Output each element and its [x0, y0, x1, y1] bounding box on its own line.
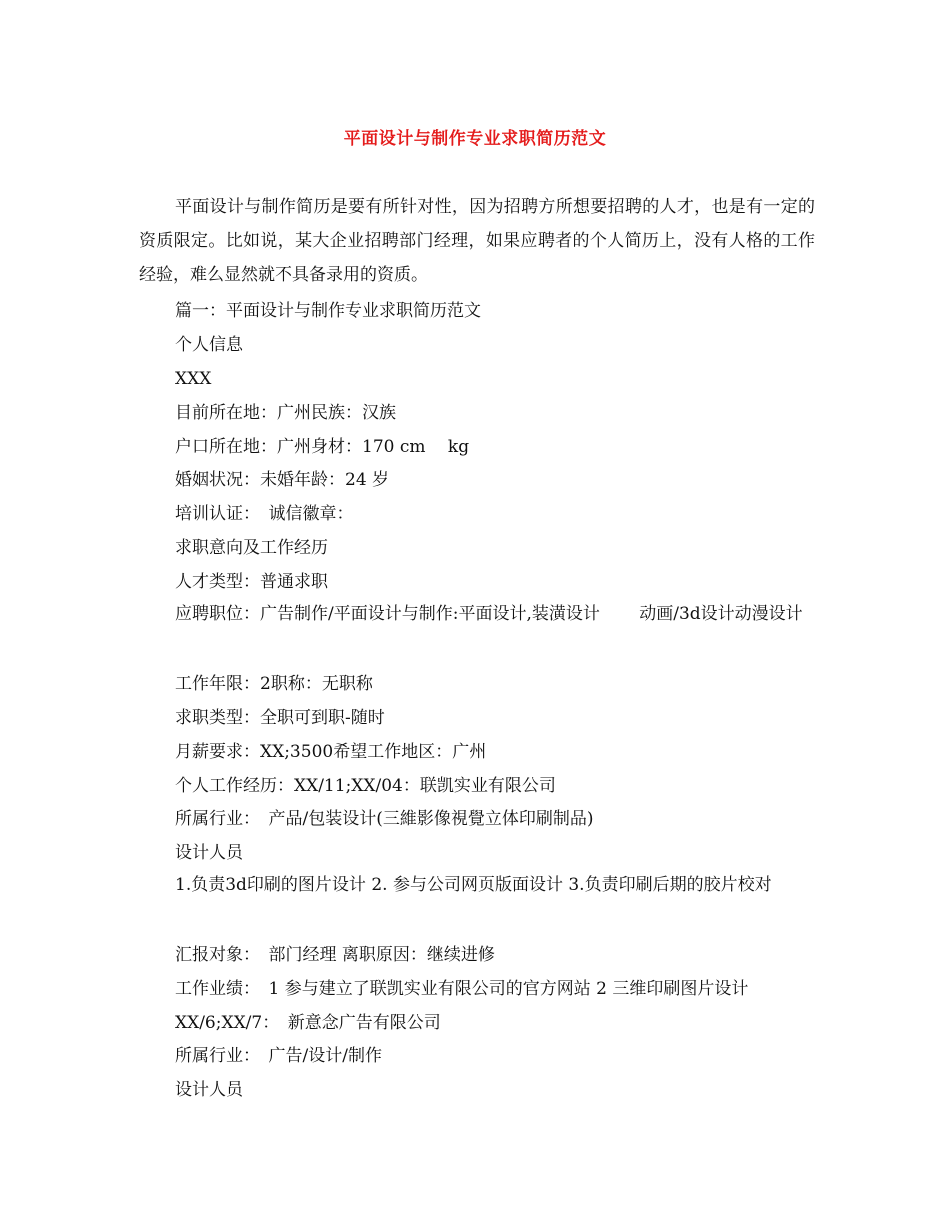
years-line: 工作年限：2职称：无职称 [175, 674, 373, 694]
intro-paragraph: 平面设计与制作简历是要有所针对性，因为招聘方所想要招聘的人才，也是有一定的资质限定。比如说，某大企业招聘部门经理，如果应聘者的个人简历上，没有人格的工作经验，难么显然就不具备录用的资质。 [139, 197, 815, 285]
industry-line-1: 所属行业： 产品/包装设计(三維影像視覺立体印刷制品) [175, 809, 594, 829]
designer-line-2: 设计人员 [175, 1080, 243, 1100]
achievements-line: 工作业绩： 1 参与建立了联凯实业有限公司的官方网站 2 三维印刷图片设计 [175, 979, 749, 999]
period-line-2: XX/6;XX/7： 新意念广告有限公司 [175, 1013, 441, 1033]
designer-line-1: 设计人员 [175, 843, 243, 863]
job-type-line: 求职类型：全职可到职-随时 [175, 708, 385, 728]
location-line: 目前所在地：广州民族：汉族 [175, 403, 396, 423]
talent-type-line: 人才类型：普通求职 [175, 572, 328, 592]
duties-line: 1.负责3d印刷的图片设计 2. 参与公司网页版面设计 3.负责印刷后期的胶片校对 [175, 875, 772, 895]
name-value: XXX [175, 369, 212, 389]
position-line: 应聘职位：广告制作/平面设计与制作:平面设计,装潢设计 动画/3d设计动漫设计 [175, 604, 803, 624]
salary-line: 月薪要求：XX;3500希望工作地区：广州 [175, 742, 487, 762]
hukou-line: 户口所在地：广州身材：170 cm kg [175, 437, 470, 457]
marital-line: 婚姻状况：未婚年龄：24 岁 [175, 470, 390, 490]
document-title: 平面设计与制作专业求职简历范文 [343, 129, 607, 149]
industry-line-2: 所属行业： 广告/设计/制作 [175, 1046, 382, 1066]
report-line: 汇报对象： 部门经理 离职原因：继续进修 [175, 945, 495, 965]
section-title: 篇一：平面设计与制作专业求职简历范文 [175, 301, 481, 321]
personal-info-heading: 个人信息 [175, 335, 243, 355]
job-intent-heading: 求职意向及工作经历 [175, 538, 328, 558]
training-line: 培训认证： 诚信徽章： [175, 504, 354, 524]
experience-line: 个人工作经历：XX/11;XX/04：联凯实业有限公司 [175, 776, 556, 796]
